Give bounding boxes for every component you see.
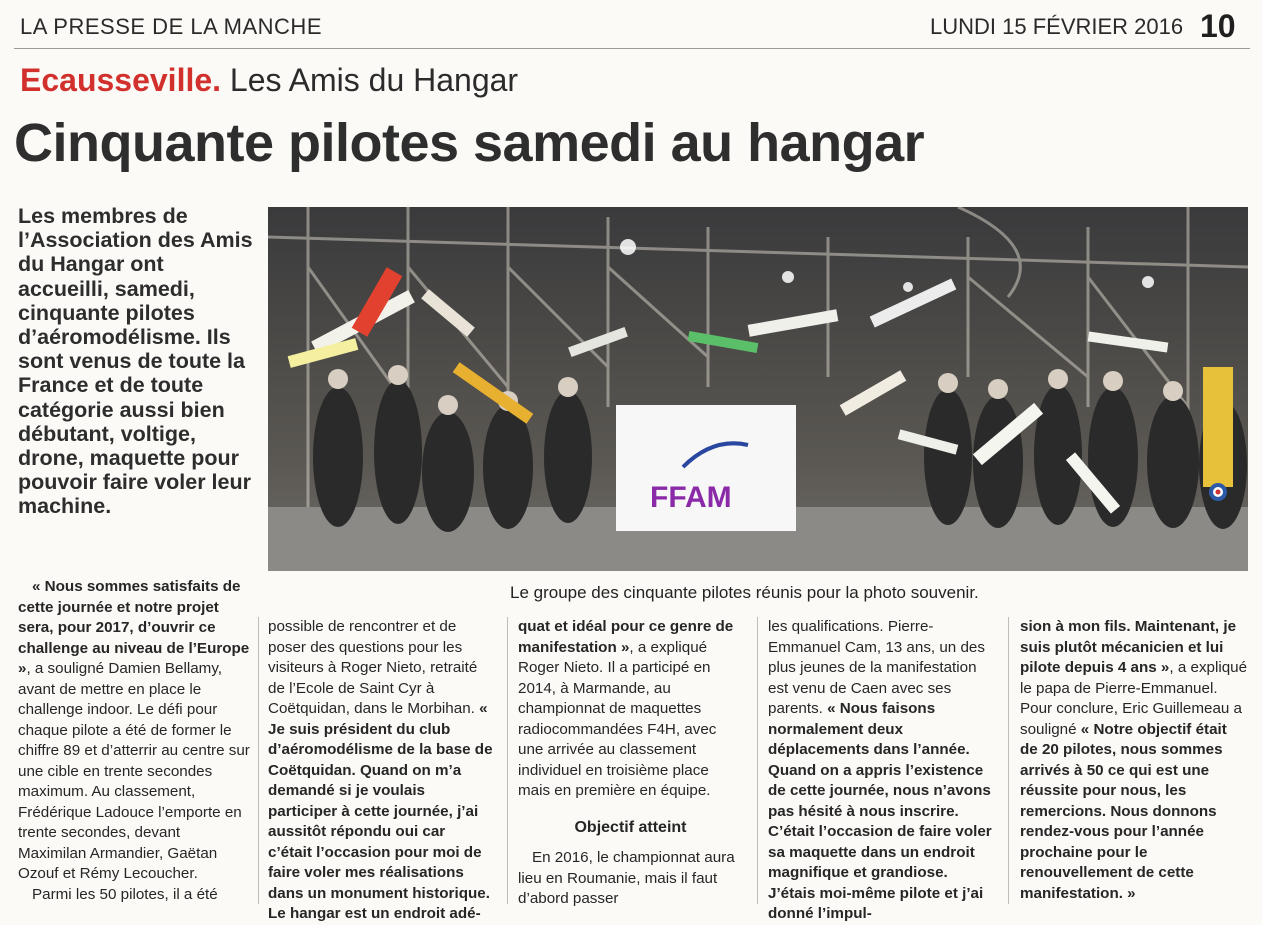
section-subhead: Objectif atteint [574,818,687,836]
article-column-5 [1020,617,1248,904]
quote-cam: « Nous faisons normalement deux déplacements dans l’année. Quand on a appris l’existence de cette journée, nous n’avons pas hésité à nous inscrire. C’était l’occasion de faire voler sa maquette dans un endroit magnifique et grandiose. J’étais moi-même pilote et j’ai donné l’impul- [768,700,992,922]
photo-caption: Le groupe des cinquante pilotes réunis pour la photo souvenir. [510,583,979,602]
article-headline: Cinquante pilotes samedi au hangar [14,113,925,173]
column-divider [258,617,259,904]
ffam-banner [616,405,796,531]
column-divider [507,617,508,904]
col1-text: , a souligné Damien Bellamy, avant de mettre en place le challenge indoor. Le défi pour chaque pilote a été de former le chiffre 89 et d’atterrir au centre sur une cible en trente secondes maximum. Au classement, Frédérique Ladouce l’emporte en trente secondes, devant Maximilan Armandier, Gaëtan Ozouf et Rémy Lecoucher. [18,660,250,882]
col3-text-end: En 2016, le championnat aura lieu en Roumanie, mais il faut d’abord passer [518,849,735,907]
column-divider [1008,617,1009,904]
col5-text: , a expliqué le papa de Pierre-Emmanuel. Pour conclure, Eric Guillemeau a souligné [1020,659,1248,738]
kicker-title: Les Amis du Hangar [229,62,519,98]
col3-text: , a expliqué Roger Nieto. Il a participé en 2014, à Marmande, au championnat de maquettes radiocommandées F4H, avec une arrivée au classement individuel en troisième place mais en première en équipe. [518,638,717,799]
page-number: 10 [1200,8,1236,44]
publication-name: LA PRESSE DE LA MANCHE [20,14,322,39]
article-column-4 [768,617,993,925]
article-column-1 [18,577,250,905]
column-divider [757,617,758,904]
article-kicker [20,62,518,99]
issue-date: LUNDI 15 FÉVRIER 2016 [930,14,1184,39]
quote-nieto: « Je suis président du club d’aéromodélisme de la base de Coëtquidan. Quand on m’a demandé si je voulais participer à cette journée, j’ai aussitôt répondu oui car c’était l’occasion pour moi de faire voler mes réalisations dans un monument historique. Le hangar est un endroit adé- [268,700,493,922]
header-divider [14,48,1250,49]
article-column-3 [518,617,743,910]
article-column-2 [268,617,493,925]
col1-text-end: Parmi les 50 pilotes, il a été [32,885,218,903]
article-lead: Les membres de l’Association des Amis du Hangar ont accueilli, samedi, cinquante pilotes d’aéromodélisme. Ils sont venus de toute la France et de toute catégorie aussi bien débutant, voltige, drone, maquette pour pouvoir faire voler leur machine. [18,204,253,519]
quote-nieto-end: quat et idéal pour ce genre de manifestation » [518,618,734,656]
kicker-place: Ecausseville. [20,62,222,98]
quote-cam-end: sion à mon fils. Maintenant, je suis plutôt mécanicien et lui pilote depuis 4 ans » [1020,618,1237,676]
col4-text: les qualifications. Pierre-Emmanuel Cam, 13 ans, un des plus jeunes de la manifestation est venu de Caen avec ses parents. [768,618,985,717]
hangar-photo-illustration [268,207,1248,571]
ffam-banner-text: FFAM [650,481,732,514]
quote-guillemeau: « Notre objectif était de 20 pilotes, nous sommes arrivés à 50 ce qui est une réussite pour nous, les remercions. Nous donnons rendez-vous pour l’année prochaine pour le renouvellement de cette manifestation. » [1020,720,1227,902]
quote-satisfaits: « Nous sommes satisfaits de cette journée et notre projet sera, pour 2017, d’ouvrir ce challenge au niveau de l’Europe » [18,578,250,677]
group-photo [268,207,1248,571]
col2-text: possible de rencontrer et de poser des questions pour les visiteurs à Roger Nieto, retraité de l’Ecole de Saint Cyr à Coëtquidan, dans le Morbihan. [268,618,480,717]
